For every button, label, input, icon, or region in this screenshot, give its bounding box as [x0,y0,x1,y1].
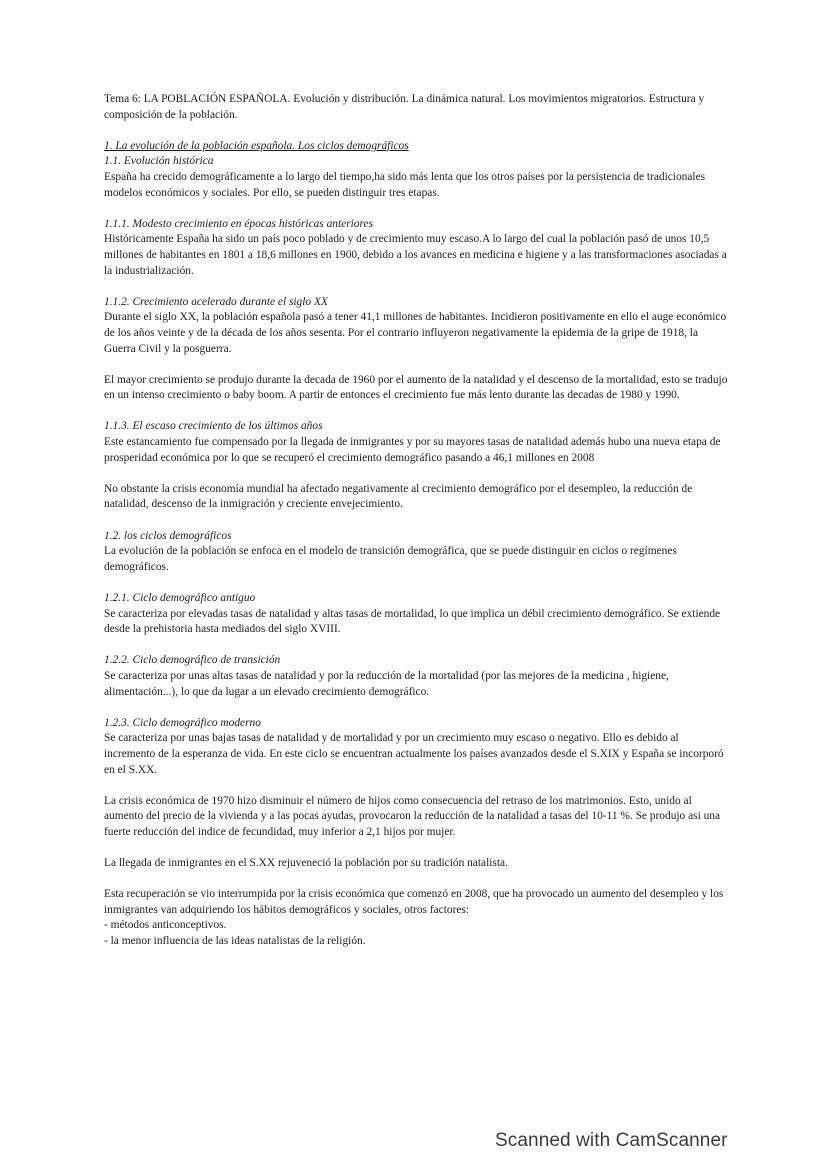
subsection-heading: 1.2. los ciclos demográficos [104,529,232,542]
paragraph: Se caracteriza por elevadas tasas de natalidad y altas tasas de mortalidad, lo que implica un débil crecimiento demográfico. Se extiende desde la prehistoria hasta mediados del siglo XVIII. [104,607,721,636]
spacer [104,638,730,654]
subsection-heading: 1.2.3. Ciclo demográfico moderno [104,716,261,729]
subsection-heading: 1.1.2. Crecimiento acelerado durante el siglo XX [104,295,328,308]
section-heading: 1. La evolución de la población española. Los ciclos demográficos [104,139,409,152]
paragraph: Históricamente España ha sido un país poco poblado y de crecimiento muy escaso.A lo largo del cual la población pasó de unos 10,5 millones de habitantes en 1801 a 18,6 millones en 1900, debido a los avances en medicina e higiene y a las transformaciones asociadas a la industrialización. [104,233,727,277]
spacer [104,700,730,716]
spacer [104,123,730,139]
camscanner-watermark: Scanned with CamScanner [495,1130,728,1151]
paragraph: La crisis económica de 1970 hizo disminuir el número de hijos como consecuencia del retraso de los matrimonios. Esto, unido al aumento del precio de la vivienda y a las pocas ayudas, provocaron la reducción de la natalidad a tasas del 10-11 %. Se produjo asi una fuerte reducción del indice de fecundidad, muy inferior a 2,1 hijos por mujer. [104,794,721,838]
document-title: Tema 6: LA POBLACIÓN ESPAÑOLA. Evolución y distribución. La dinámica natural. Los movimientos migratorios. Estructura y composición de la población. [104,93,705,121]
subsection-heading: 1.2.1. Ciclo demográfico antiguo [104,592,256,604]
paragraph: La evolución de la población se enfoca en el modelo de transición demográfica, que se puede distinguir en ciclos o regímenes demográficos. [104,545,677,573]
paragraph: No obstante la crisis economía mundial ha afectado negativamente al crecimiento demográfico por el desempleo, la reducción de natalidad, descenso de la inmigración y creciente envejecimiento. [104,482,693,511]
spacer [104,279,730,295]
spacer [104,513,730,529]
paragraph: Esta recuperación se vio interrumpida por la crisis económica que comenzó en 2008, que ha provocado un aumento del desempleo y los inmigrantes van adquiriendo los hábitos demográficos y sociales, otros factores: [104,888,724,916]
spacer [104,778,730,794]
spacer [104,466,730,482]
paragraph: Este estancamiento fue compensado por la llegada de inmigrantes y por su mayores tasas de natalidad además hubo una nueva etapa de prosperidad económica por lo que se recuperó el crecimiento demográfico pasando a 46,1 millones en 2008 [104,436,721,464]
subsection-heading: 1.1.1. Modesto crecimiento en épocas históricas anteriores [104,217,374,230]
subsection-heading: 1.1.3. El escaso crecimiento de los últimos años [104,420,323,433]
paragraph: La llegada de inmigrantes en el S.XX rejuveneció la población por su tradición natalista. [104,857,508,870]
paragraph: Durante el siglo XX, la población española pasó a tener 41,1 millones de habitantes. Incidieron positivamente en ello el auge económico de los años veinte y de la década de los años sesenta. Por el contrario influyeron negativamente la epidemia de la gripe de 1918, la Guerra Civil y la posguerra. [104,311,727,355]
list-item: - métodos anticonceptivos. [104,919,227,932]
list-item: - la menor influencia de las ideas natalistas de la religión. [104,935,366,948]
paragraph: España ha crecido demográficamente a lo largo del tiempo,ha sido más lenta que los otros países por la persistencia de tradicionales modelos económicos y sociales. Por ello, se pueden distinguir tres etapas. [104,170,706,199]
spacer [104,575,730,591]
paragraph: Se caracteriza por unas altas tasas de natalidad y por la reducción de la mortalidad (por las mejores de la medicina , higiene, alimentación...), lo que da lugar a un elevado crecimiento demográfico. [104,669,669,698]
document-page [104,92,730,950]
paragraph: El mayor crecimiento se produjo durante la decada de 1960 por el aumento de la natalidad y el descenso de la mortalidad, esto se tradujo en un intenso crecimiento o baby boom. A partir de entonces el crecimiento fue más lento durante las decadas de 1980 y 1990. [104,373,728,402]
spacer [104,357,730,373]
paragraph: Se caracteriza por unas bajas tasas de natalidad y de mortalidad y por un crecimiento muy escaso o negativo. Ello es debido al incremento de la esperanza de vida. En este ciclo se encuentran actualmente los países avanzados desde el S.XIX y España se incorporó en el S.XX. [104,732,724,776]
spacer [104,201,730,217]
spacer [104,404,730,420]
spacer [104,872,730,888]
subsection-heading: 1.2.2. Ciclo demográfico de transición [104,654,281,667]
subsection-heading: 1.1. Evolución histórica [104,155,214,168]
spacer [104,841,730,857]
